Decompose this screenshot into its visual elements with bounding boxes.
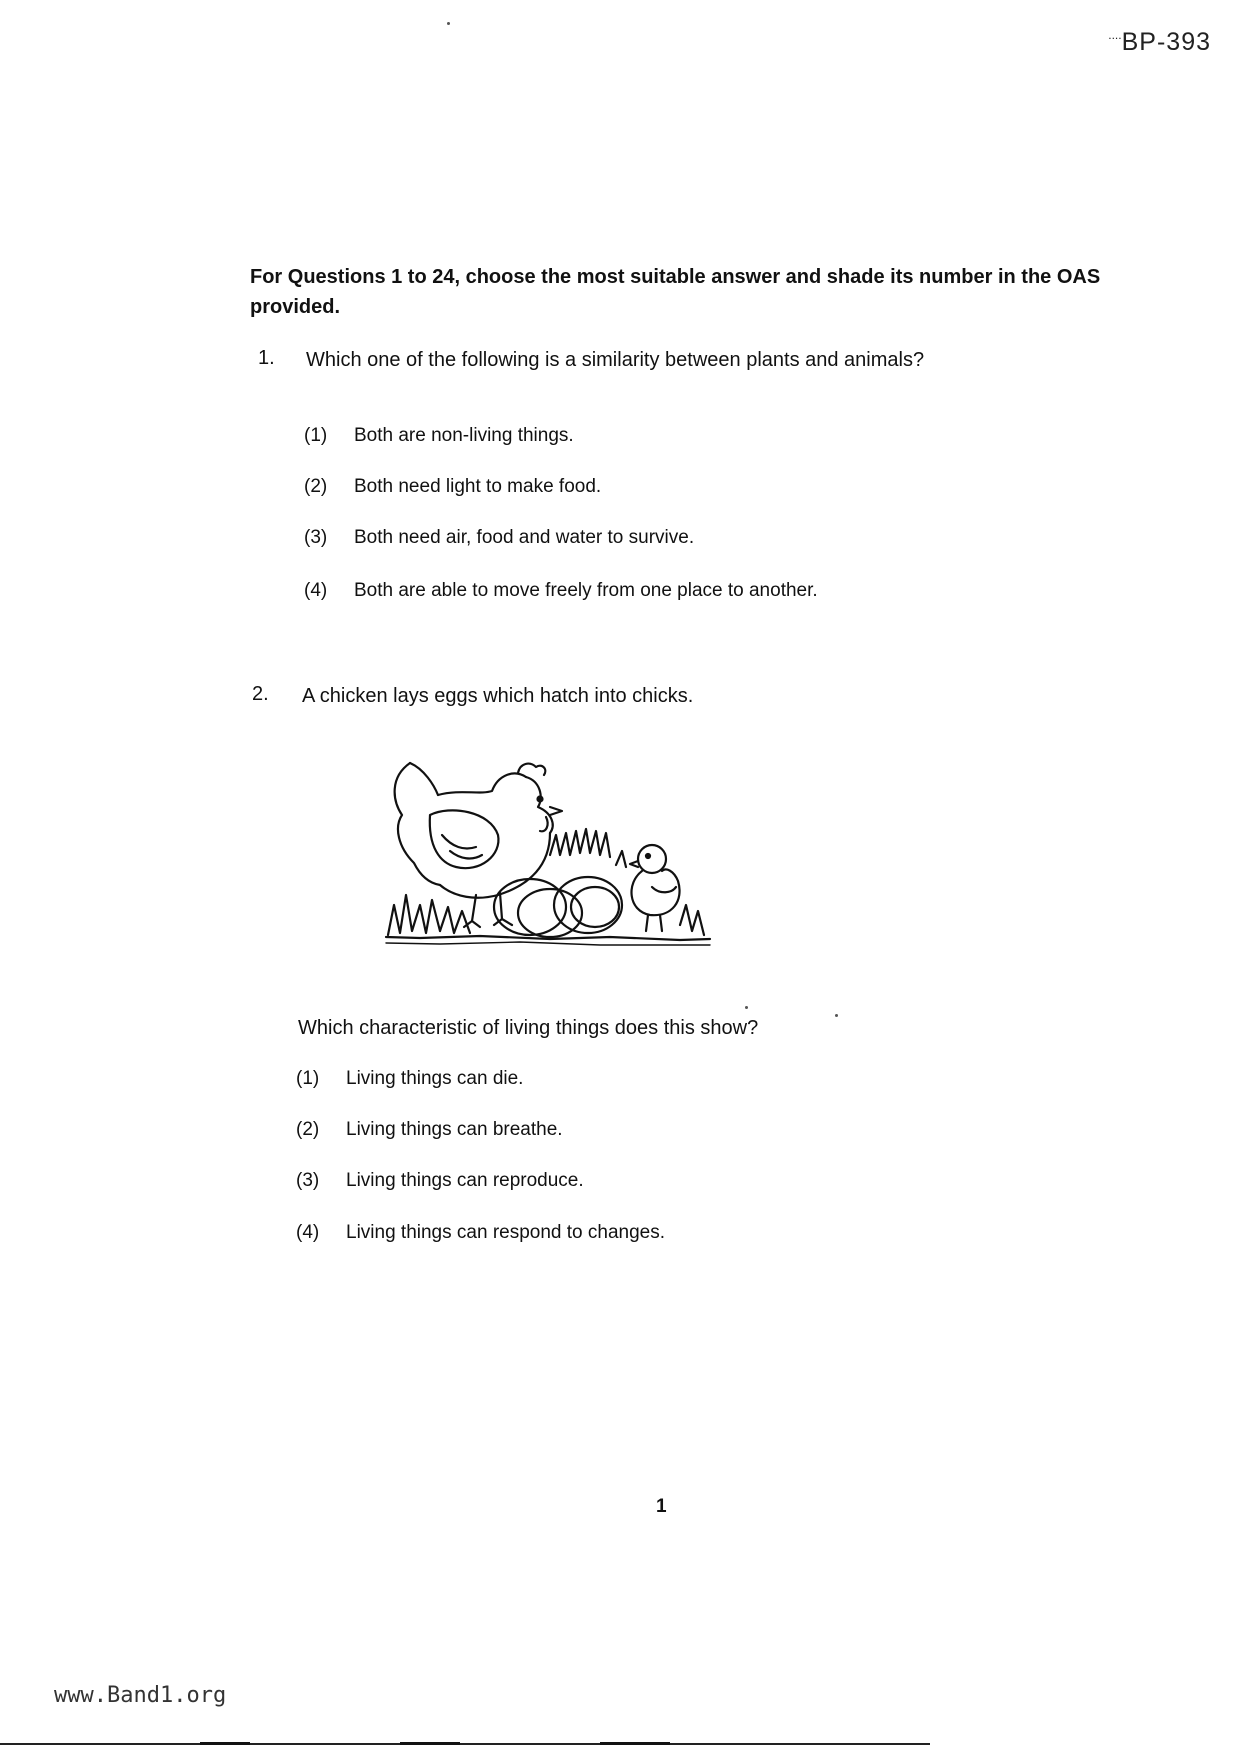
- question-2-option-4[interactable]: [296, 1222, 665, 1244]
- question-2-option-3[interactable]: [296, 1170, 584, 1192]
- hen-eggs-chick-illustration: [380, 755, 720, 955]
- page-number: 1: [656, 1496, 667, 1517]
- chick-beak: [630, 861, 638, 867]
- option-number: (3): [296, 1170, 320, 1191]
- question-1-option-3[interactable]: [304, 527, 694, 549]
- instructions: For Questions 1 to 24, choose the most suitable answer and shade its number in the OAS provided.: [250, 266, 1101, 318]
- question-2-option-1[interactable]: [296, 1068, 523, 1090]
- hen-tail-top: [410, 763, 438, 795]
- egg-3: [554, 877, 622, 933]
- option-number: (4): [296, 1222, 320, 1243]
- scan-speck: [835, 1014, 838, 1017]
- wing-feather-1: [442, 835, 476, 849]
- hen-comb: [518, 764, 545, 775]
- option-text: Both need air, food and water to survive.: [354, 527, 695, 548]
- hen-eye: [538, 797, 543, 802]
- hen-breast: [440, 833, 550, 898]
- bottom-divider-segment: [200, 1742, 250, 1745]
- egg-1: [494, 879, 566, 935]
- paper-code: [1108, 28, 1211, 57]
- hen-wing: [430, 810, 499, 868]
- question-1-option-1[interactable]: [304, 425, 574, 447]
- chick-head: [638, 845, 666, 873]
- wing-feather-2: [450, 851, 482, 858]
- question-1-option-2[interactable]: [304, 476, 601, 498]
- option-number: (2): [296, 1119, 320, 1140]
- ground-line-lower: [386, 942, 710, 945]
- website-watermark: www.Band1.org: [54, 1683, 227, 1708]
- question-1-option-4[interactable]: [304, 580, 818, 602]
- hen-beak: [550, 807, 562, 815]
- question-2-number: 2.: [252, 683, 269, 705]
- option-text: Both are non-living things.: [354, 425, 574, 446]
- chick-legs: [646, 915, 662, 931]
- hen-wattle: [540, 817, 548, 831]
- question-2-prompt: Which characteristic of living things does this show?: [298, 1017, 759, 1039]
- option-text: Living things can reproduce.: [346, 1170, 584, 1191]
- option-text: Both need light to make food.: [354, 476, 602, 497]
- option-text: Living things can breathe.: [346, 1119, 563, 1140]
- chick-wing: [652, 887, 676, 892]
- scan-speck: [447, 22, 450, 25]
- hen-back: [438, 773, 526, 795]
- option-text: Living things can die.: [346, 1068, 524, 1089]
- option-text: Living things can respond to changes.: [346, 1222, 665, 1243]
- question-1-text: Which one of the following is a similarity between plants and animals?: [306, 349, 925, 371]
- option-text: Both are able to move freely from one place to another.: [354, 580, 818, 601]
- question-1-number: 1.: [258, 347, 275, 369]
- option-number: (2): [304, 476, 328, 497]
- option-number: (4): [304, 580, 328, 601]
- paper-code-text: BP-393: [1121, 28, 1211, 56]
- question-2-option-2[interactable]: [296, 1119, 563, 1141]
- bottom-divider-segment: [600, 1742, 670, 1745]
- chick-eye: [646, 854, 650, 858]
- bottom-divider: [0, 1743, 930, 1745]
- chick-body: [632, 869, 680, 915]
- grass-right: [550, 829, 610, 857]
- scan-speck: [745, 1006, 748, 1009]
- option-number: (1): [304, 425, 328, 446]
- egg-3-inner: [571, 887, 619, 927]
- paper-code-dots: ....: [1108, 28, 1122, 42]
- bottom-divider-segment: [400, 1742, 460, 1745]
- option-number: (1): [296, 1068, 320, 1089]
- grass-left: [388, 895, 440, 935]
- question-2-text: A chicken lays eggs which hatch into chicks.: [302, 685, 694, 707]
- grass-left-2: [440, 907, 470, 933]
- option-number: (3): [304, 527, 328, 548]
- hen-tail: [395, 763, 440, 885]
